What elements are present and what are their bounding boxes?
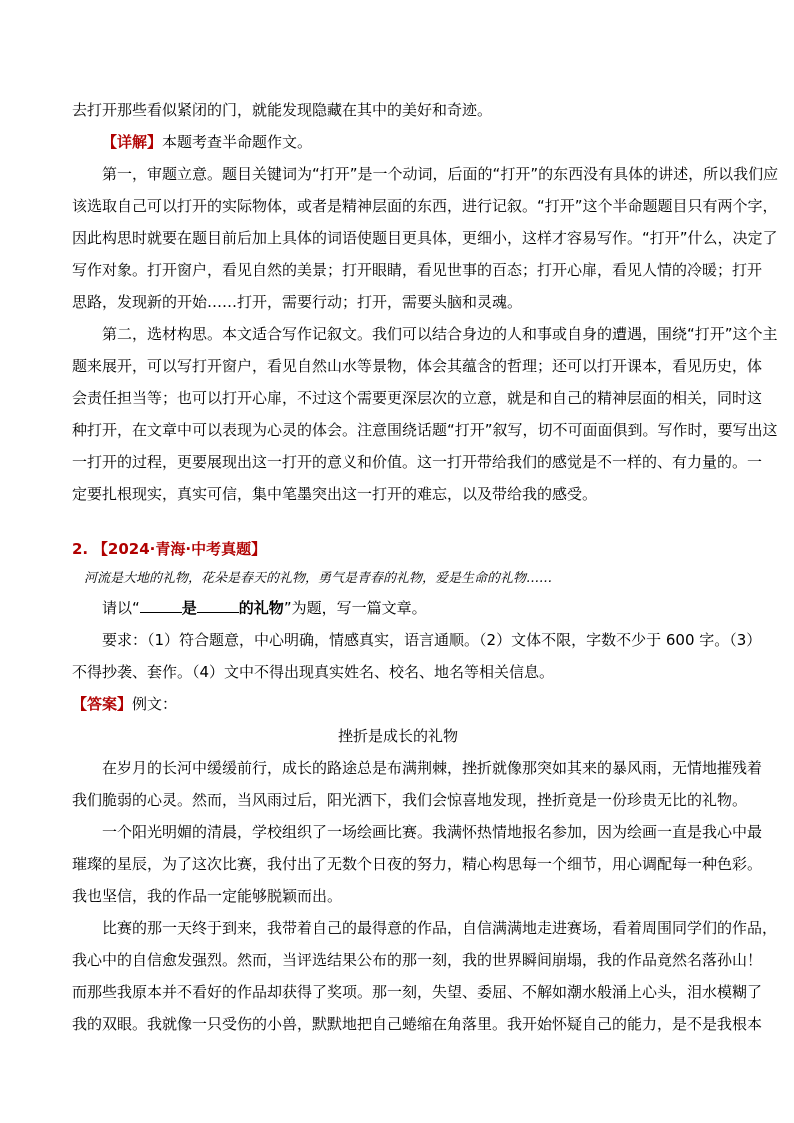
essay-line: 我心中的自信愈发强烈。然而，当评选结果公布的那一刻，我的世界瞬间崩塌，我的作品竟然名落孙山！ [72, 951, 763, 969]
question-number: 2. [72, 540, 89, 558]
answer-line [72, 694, 177, 714]
prompt-blank [140, 598, 182, 613]
question-heading [72, 539, 266, 559]
para2-line: 种打开，在文章中可以表现为心灵的体会。注意围绕话题“打开”叙写，切不可面面俱到。写作时，要写出这 [72, 421, 778, 439]
essay-title: 挫折是成长的礼物 [337, 727, 458, 745]
para1-line: 该选取自己可以打开的实际物体，或者是精神层面的东西，进行记叙。“打开”这个半命题题目只有两个字， [72, 197, 778, 215]
essay-line: 在岁月的长河中缓缓前行，成长的路途总是布满荆棘，挫折就像那突如其来的暴风雨，无情地摧残着 [102, 759, 763, 777]
question-epigraph: 河流是大地的礼物，花朵是春天的礼物，勇气是青春的礼物，爱是生命的礼物…… [84, 571, 553, 586]
requirements-line: 要求：（1）符合题意，中心明确，情感真实，语言通顺。（2）文体不限，字数不少于 600 字。（3） [102, 631, 762, 649]
intro-tail: 去打开那些看似紧闭的门，就能发现隐藏在其中的美好和奇迹。 [72, 101, 493, 119]
para2-line: 一打开的过程，更要展现出这一打开的意义和价值。这一打开带给我们的感觉是不一样的、有力量的。一 [72, 453, 763, 471]
para1-line: 写作对象。打开窗户，看见自然的美景；打开眼睛，看见世事的百态；打开心扉，看见人情的冷暖；打开 [72, 261, 763, 279]
prompt-blank [197, 598, 239, 613]
para2-line: 题来展开，可以写打开窗户，看见自然山水等景物，体会其蕴含的哲理；还可以打开课本，看见历史，体 [72, 357, 763, 375]
para2-line: 定要扎根现实，真实可信，集中笔墨突出这一打开的难忘，以及带给我的感受。 [72, 485, 598, 503]
essay-line: 我也坚信，我的作品一定能够脱颖而出。 [72, 887, 343, 905]
para2-line: 第二，选材构思。本文适合写作记叙文。我们可以结合身边的人和事或自身的遭遇，围绕“打开”这个主 [102, 325, 778, 343]
essay-line: 璀璨的星辰，为了这次比赛，我付出了无数个日夜的努力，精心构思每一个细节，用心调配每一种色彩。 [72, 855, 763, 873]
detail-line [102, 132, 312, 152]
answer-tag: 【答案】 [72, 695, 133, 713]
detail-text: 本题考查半命题作文。 [162, 133, 313, 151]
para2-line: 会责任担当等；也可以打开心扉，不过这个需要更深层次的立意，就是和自己的精神层面的相关，同时这 [72, 389, 763, 407]
essay-line: 比赛的那一天终于到来，我带着自己的最得意的作品，自信满满地走进赛场，看着周围同学们的作品， [102, 919, 778, 937]
requirements-line: 不得抄袭、套作。（4）文中不得出现真实姓名、校名、地名等相关信息。 [72, 663, 555, 681]
essay-line: 我们脆弱的心灵。然而，当风雨过后，阳光洒下，我们会惊喜地发现，挫折竟是一份珍贵无比的礼物。 [72, 791, 748, 809]
question-prompt: 请以“ 是 的礼物”为题，写一篇文章。 [102, 599, 427, 617]
para1-line: 因此构思时就要在题目前后加上具体的词语使题目更具体，更细小，这样才容易写作。“打开”什么，决定了 [72, 229, 778, 247]
essay-line: 一个阳光明媚的清晨，学校组织了一场绘画比赛。我满怀热情地报名参加，因为绘画一直是我心中最 [102, 823, 763, 841]
question-source: 【2024·青海·中考真题】 [92, 540, 267, 558]
essay-line: 而那些我原本并不看好的作品却获得了奖项。那一刻，失望、委屈、不解如潮水般涌上心头，泪水模糊了 [72, 983, 763, 1001]
detail-tag: 【详解】 [102, 133, 163, 151]
para1-line: 思路，发现新的开始……打开，需要行动；打开，需要头脑和灵魂。 [72, 293, 523, 311]
answer-label: 例文： [132, 695, 178, 713]
para1-line: 第一，审题立意。题目关键词为“打开”是一个动词，后面的“打开”的东西没有具体的讲述，所以我们应 [102, 165, 779, 183]
essay-line: 我的双眼。我就像一只受伤的小兽，默默地把自己蜷缩在角落里。我开始怀疑自己的能力，是不是我根本 [72, 1015, 763, 1033]
